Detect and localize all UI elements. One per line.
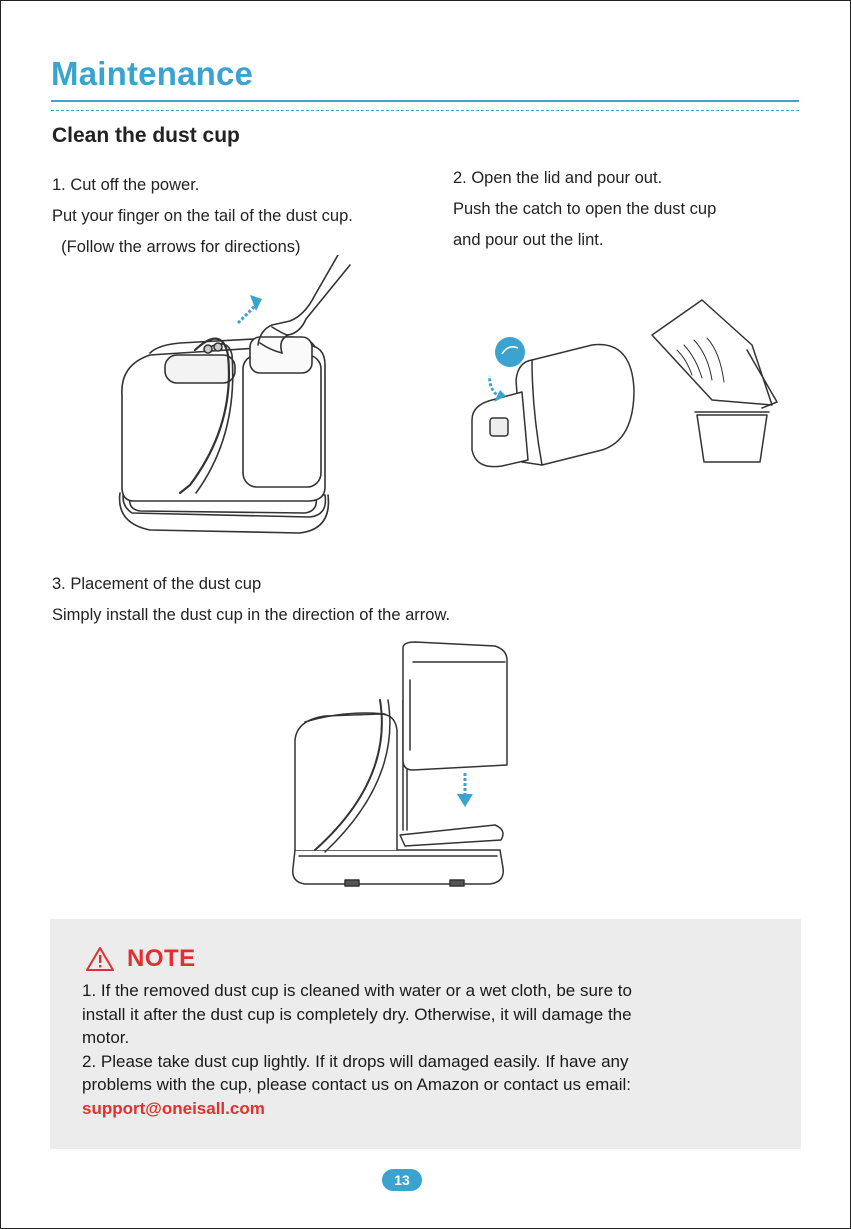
note-header (85, 945, 196, 973)
step-2-line: and pour out the lint. (453, 231, 604, 249)
section-heading: Clean the dust cup (52, 124, 240, 147)
step-2-line: Push the catch to open the dust cup (453, 200, 717, 218)
title-dashed-divider (51, 110, 799, 111)
step-3-text (52, 569, 450, 631)
page-number: 13 (382, 1169, 422, 1191)
arrow-down-icon (457, 773, 473, 807)
warning-icon (85, 946, 115, 972)
install-dust-cup-illustration (285, 640, 515, 890)
note-body (82, 979, 782, 1120)
step-1-line: 1. Cut off the power. (52, 176, 200, 194)
note-line: motor. (82, 1028, 130, 1047)
note-line: install it after the dust cup is completely dry. Otherwise, it will damage the (82, 1004, 632, 1024)
step-3-line: 3. Placement of the dust cup (52, 575, 262, 593)
note-title: NOTE (127, 945, 196, 972)
open-dust-cup-illustration (462, 290, 802, 475)
step-1-line: (Follow the arrows for directions) (52, 238, 301, 256)
step-1-text (52, 170, 353, 263)
remove-dust-cup-illustration (110, 255, 360, 545)
note-line: 1. If the removed dust cup is cleaned with water or a wet cloth, be sure to (82, 981, 632, 1000)
hand-press-icon (495, 337, 525, 367)
step-2-line: 2. Open the lid and pour out. (453, 169, 663, 187)
title-divider (51, 100, 799, 102)
note-line: 2. Please take dust cup lightly. If it drops will damaged easily. If have any (82, 1051, 629, 1071)
step-3-line: Simply install the dust cup in the direction of the arrow. (52, 606, 451, 624)
note-line: problems with the cup, please contact us on Amazon or contact us email: (82, 1075, 632, 1094)
step-2-text (453, 163, 716, 256)
page-title: Maintenance (51, 55, 254, 92)
arrow-up-icon (238, 295, 262, 323)
step-1-line: Put your finger on the tail of the dust cup. (52, 207, 353, 225)
support-email-link[interactable]: support@oneisall.com (82, 1098, 265, 1118)
